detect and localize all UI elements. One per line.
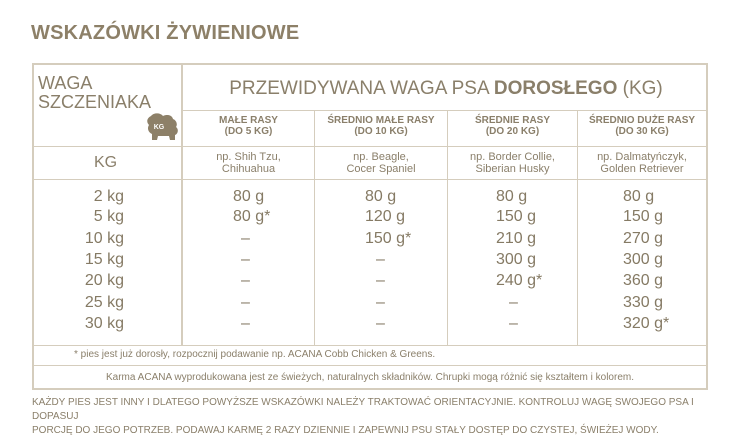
portion-cell: 360 g <box>623 272 664 289</box>
portion-cell: 270 g <box>623 230 664 247</box>
puppy-weight: 25 kg <box>84 294 124 311</box>
portion-cell: 80 g <box>623 188 655 205</box>
breed-line: np. Beagle, <box>353 151 409 163</box>
portion-cell: – <box>241 251 250 268</box>
puppy-weight-heading <box>38 74 178 112</box>
column-header-small <box>183 115 314 137</box>
disclaimer-line: KAŻDY PIES JEST INNY I DLATEGO POWYŻSZE WSKAZÓWKI NALEŻY TRAKTOWAĆ ORIENTACYJNIE. KONTROLUJ WAGĘ SWOJEGO PSA I DOPASUJ <box>32 397 694 422</box>
column-title: ŚREDNIE RASY <box>474 115 550 126</box>
heading-suffix: (KG) <box>617 78 663 99</box>
breed-examples <box>578 151 706 175</box>
portion-cell: 80 g <box>365 188 397 205</box>
column-range: (DO 30 KG) <box>615 126 669 137</box>
breed-examples <box>183 151 314 175</box>
divider <box>34 345 706 346</box>
puppy-icon <box>145 112 181 142</box>
portion-cell: – <box>241 315 250 332</box>
disclaimer <box>32 396 722 438</box>
unit-label: KG <box>94 154 118 171</box>
column-title: ŚREDNIO DUŻE RASY <box>588 115 696 126</box>
divider <box>34 365 706 366</box>
divider <box>181 65 183 345</box>
column-range: (DO 5 KG) <box>224 126 273 137</box>
breed-line: np. Dalmatyńczyk, <box>597 151 687 163</box>
disclaimer-line: PORCJĘ DO JEGO POTRZEB. PODAWAJ KARMĘ 2 RAZY DZIENNIE I ZAPEWNIJ PSU STAŁY DOSTĘP DO CZYSTEJ, ŚWIEŻEJ WODY. <box>32 425 659 436</box>
portion-cell: 150 g* <box>365 230 412 247</box>
portion-cell: 320 g* <box>623 315 670 332</box>
divider <box>183 110 706 111</box>
column-title: MAŁE RASY <box>219 115 278 126</box>
portion-cell: 330 g <box>623 294 664 311</box>
column-header-medium <box>448 115 577 137</box>
portion-cell: 80 g* <box>233 208 271 225</box>
puppy-weight: 10 kg <box>84 230 124 247</box>
puppy-weight: 20 kg <box>84 272 124 289</box>
column-range: (DO 20 KG) <box>485 126 540 137</box>
page-title: WSKAZÓWKI ŻYWIENIOWE <box>31 22 300 44</box>
feeding-table <box>32 63 708 390</box>
portion-cell: 80 g <box>233 188 265 205</box>
column-range: (DO 10 KG) <box>354 126 408 137</box>
breed-examples <box>315 151 447 175</box>
portion-cell: 120 g <box>365 208 406 225</box>
portion-cell: 80 g <box>496 188 528 205</box>
heading-prefix: PRZEWIDYWANA WAGA PSA <box>229 78 494 99</box>
puppy-weight: 15 kg <box>84 251 124 268</box>
column-header-medium-large <box>578 115 706 137</box>
portion-cell: 150 g <box>496 208 537 225</box>
breed-line: Golden Retriever <box>600 163 684 175</box>
portion-cell: 210 g <box>496 230 537 247</box>
portion-cell: – <box>509 315 518 332</box>
breed-line: np. Border Collie, <box>470 151 555 163</box>
puppy-weight: 30 kg <box>84 315 124 332</box>
column-title: ŚREDNIO MAŁE RASY <box>327 115 435 126</box>
breed-line: np. Shih Tzu, <box>216 151 281 163</box>
portion-cell: 300 g <box>496 251 537 268</box>
puppy-weight: 5 kg <box>93 208 124 225</box>
portion-cell: 240 g* <box>496 272 543 289</box>
ingredients-note: Karma ACANA wyprodukowana jest ze świeżych, naturalnych składników. Chrupki mogą różnić się kształtem i kolorem. <box>106 372 634 383</box>
breed-line: Siberian Husky <box>475 163 550 175</box>
divider <box>34 146 706 147</box>
portion-cell: – <box>376 315 385 332</box>
heading-bold: DOROSŁEGO <box>493 78 618 99</box>
breed-line: Chihuahua <box>221 163 276 175</box>
portion-cell: – <box>241 294 250 311</box>
puppy-weight: 2 kg <box>93 188 124 205</box>
puppy-badge-text: KG <box>153 124 165 131</box>
portion-cell: – <box>376 272 385 289</box>
portion-cell: – <box>241 272 250 289</box>
adult-weight-heading <box>184 78 708 100</box>
breed-examples <box>448 151 577 175</box>
portion-cell: – <box>509 294 518 311</box>
breed-line: Cocer Spaniel <box>346 163 416 175</box>
portion-cell: – <box>241 230 250 247</box>
heading-line: WAGA <box>38 73 93 93</box>
portion-cell: 150 g <box>623 208 664 225</box>
portion-cell: – <box>376 294 385 311</box>
divider <box>34 179 706 180</box>
portion-cell: – <box>376 251 385 268</box>
column-header-medium-small <box>315 115 447 137</box>
footnote: * pies jest już dorosły, rozpocznij podawanie np. ACANA Cobb Chicken & Greens. <box>74 349 436 360</box>
portion-cell: 300 g <box>623 251 664 268</box>
heading-line: SZCZENIAKA <box>38 92 152 112</box>
